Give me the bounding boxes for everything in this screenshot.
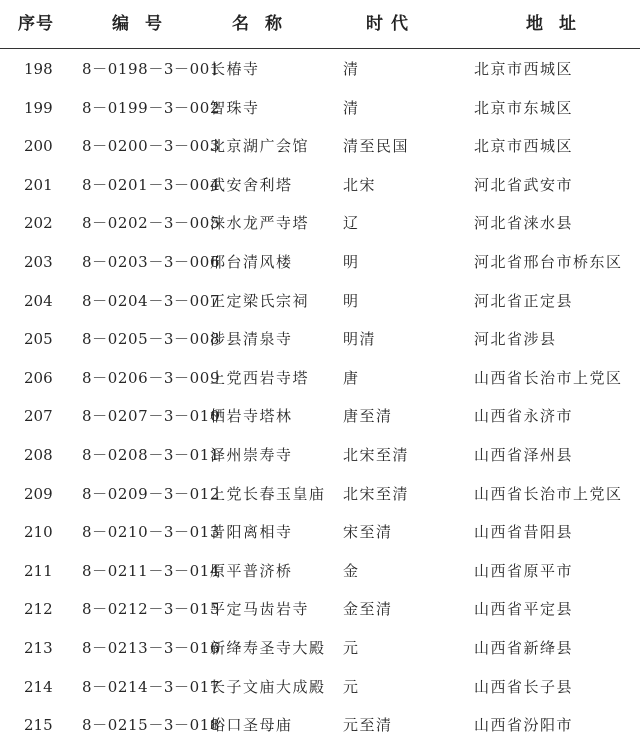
- cell-seq: 204: [24, 291, 53, 310]
- cell-address: 山西省长治市上党区: [474, 368, 623, 387]
- cell-era: 元: [343, 677, 360, 696]
- cell-name: 上党西岩寺塔: [210, 368, 310, 387]
- cell-era: 金至清: [343, 600, 393, 619]
- header-address: 地址: [526, 14, 592, 34]
- cell-code: 8－0205－3－008: [82, 330, 221, 349]
- cell-name: 正定梁氏宗祠: [210, 291, 310, 310]
- cell-name: 长子文庙大成殿: [210, 677, 326, 696]
- cell-era: 元: [343, 638, 360, 657]
- table-row: [0, 166, 640, 205]
- cell-era: 辽: [343, 214, 360, 233]
- table-row: [0, 359, 640, 398]
- cell-name: 昔阳离相寺: [210, 523, 293, 542]
- cell-address: 山西省原平市: [474, 561, 574, 580]
- cell-seq: 202: [24, 214, 53, 233]
- table-row: [0, 629, 640, 668]
- cell-code: 8－0215－3－018: [82, 716, 221, 735]
- cell-code: 8－0207－3－010: [82, 407, 221, 426]
- cell-era: 金: [343, 561, 360, 580]
- cell-era: 北宋至清: [343, 445, 410, 464]
- cell-address: 山西省汾阳市: [474, 716, 574, 735]
- cell-address: 河北省涉县: [474, 330, 557, 349]
- cell-code: 8－0199－3－002: [82, 98, 221, 117]
- header-code: 编号: [112, 14, 178, 34]
- cell-era: 唐: [343, 368, 360, 387]
- cell-address: 北京市西城区: [474, 60, 574, 78]
- cell-name: 泽州崇寿寺: [210, 445, 293, 464]
- cell-name: 上党长春玉皇庙: [210, 484, 326, 503]
- cell-address: 河北省涞水县: [474, 214, 574, 233]
- cell-code: 8－0203－3－006: [82, 252, 221, 271]
- cell-era: 清: [343, 98, 360, 117]
- cell-name: 涉县清泉寺: [210, 330, 293, 349]
- table-body: [0, 50, 640, 745]
- cell-address: 河北省邢台市桥东区: [474, 252, 623, 271]
- cell-code: 8－0204－3－007: [82, 291, 221, 310]
- cell-address: 山西省泽州县: [474, 445, 574, 464]
- table-row: [0, 475, 640, 514]
- cell-name: 长椿寺: [210, 60, 260, 78]
- cell-seq: 210: [24, 523, 53, 542]
- table-row: [0, 320, 640, 359]
- cell-address: 山西省长子县: [474, 677, 574, 696]
- cell-seq: 207: [24, 407, 53, 426]
- cell-code: 8－0202－3－005: [82, 214, 221, 233]
- cell-seq: 215: [24, 716, 53, 735]
- table-row: [0, 204, 640, 243]
- cell-address: 北京市东城区: [474, 98, 574, 117]
- table-row: [0, 282, 640, 321]
- table-row: [0, 436, 640, 475]
- cell-code: 8－0206－3－009: [82, 368, 221, 387]
- cell-seq: 205: [24, 330, 53, 349]
- cell-code: 8－0210－3－013: [82, 523, 221, 542]
- table-row: [0, 552, 640, 591]
- cell-name: 原平普济桥: [210, 561, 293, 580]
- cell-address: 山西省永济市: [474, 407, 574, 426]
- table-row: [0, 127, 640, 166]
- table-row: [0, 668, 640, 707]
- cell-name: 平定马齿岩寺: [210, 600, 310, 619]
- cell-code: 8－0212－3－015: [82, 600, 221, 619]
- cell-name: 智珠寺: [210, 98, 260, 117]
- cell-code: 8－0213－3－016: [82, 638, 221, 657]
- cell-code: 8－0201－3－004: [82, 175, 221, 194]
- cell-seq: 208: [24, 445, 53, 464]
- header-seq: 序号: [18, 14, 54, 34]
- cell-seq: 211: [24, 561, 53, 580]
- cell-address: 山西省长治市上党区: [474, 484, 623, 503]
- cell-name: 峪口圣母庙: [210, 716, 293, 735]
- table-row: [0, 706, 640, 745]
- cell-era: 明: [343, 291, 360, 310]
- cell-seq: 214: [24, 677, 53, 696]
- cell-name: 武安舍利塔: [210, 175, 293, 194]
- cell-code: 8－0211－3－014: [82, 561, 221, 580]
- cell-seq: 213: [24, 638, 53, 657]
- cell-seq: 203: [24, 252, 53, 271]
- cell-code: 8－0209－3－012: [82, 484, 221, 503]
- header-name: 名称: [232, 14, 298, 34]
- table-row: [0, 590, 640, 629]
- cell-seq: 206: [24, 368, 53, 387]
- cell-name: 涞水龙严寺塔: [210, 214, 310, 233]
- cell-era: 北宋至清: [343, 484, 410, 503]
- cell-seq: 212: [24, 600, 53, 619]
- table-row: [0, 243, 640, 282]
- cell-address: 河北省武安市: [474, 175, 574, 194]
- cell-era: 明: [343, 252, 360, 271]
- cell-seq: 198: [24, 60, 53, 78]
- cell-address: 山西省新绛县: [474, 638, 574, 657]
- table-row: [0, 89, 640, 128]
- table-row: [0, 513, 640, 552]
- table-row: [0, 50, 640, 89]
- cell-code: 8－0198－3－001: [82, 60, 221, 78]
- cell-seq: 201: [24, 175, 53, 194]
- cell-era: 元至清: [343, 716, 393, 735]
- cell-seq: 200: [24, 137, 53, 156]
- cell-era: 北宋: [343, 175, 377, 194]
- cell-era: 宋至清: [343, 523, 393, 542]
- cell-era: 唐至清: [343, 407, 393, 426]
- cell-name: 新绛寿圣寺大殿: [210, 638, 326, 657]
- cell-era: 明清: [343, 330, 377, 349]
- cell-era: 清至民国: [343, 137, 410, 156]
- header-era: 时代: [366, 14, 416, 34]
- cell-seq: 199: [24, 98, 53, 117]
- table-row: [0, 397, 640, 436]
- cell-code: 8－0200－3－003: [82, 137, 221, 156]
- cell-seq: 209: [24, 484, 53, 503]
- cell-address: 河北省正定县: [474, 291, 574, 310]
- table-header: [0, 0, 640, 49]
- cell-name: 邢台清风楼: [210, 252, 293, 271]
- cell-name: 栖岩寺塔林: [210, 407, 293, 426]
- cell-address: 北京市西城区: [474, 137, 574, 156]
- cell-address: 山西省平定县: [474, 600, 574, 619]
- cell-era: 清: [343, 60, 360, 78]
- cell-code: 8－0214－3－017: [82, 677, 221, 696]
- cell-code: 8－0208－3－011: [82, 445, 221, 464]
- cell-name: 北京湖广会馆: [210, 137, 310, 156]
- cell-address: 山西省昔阳县: [474, 523, 574, 542]
